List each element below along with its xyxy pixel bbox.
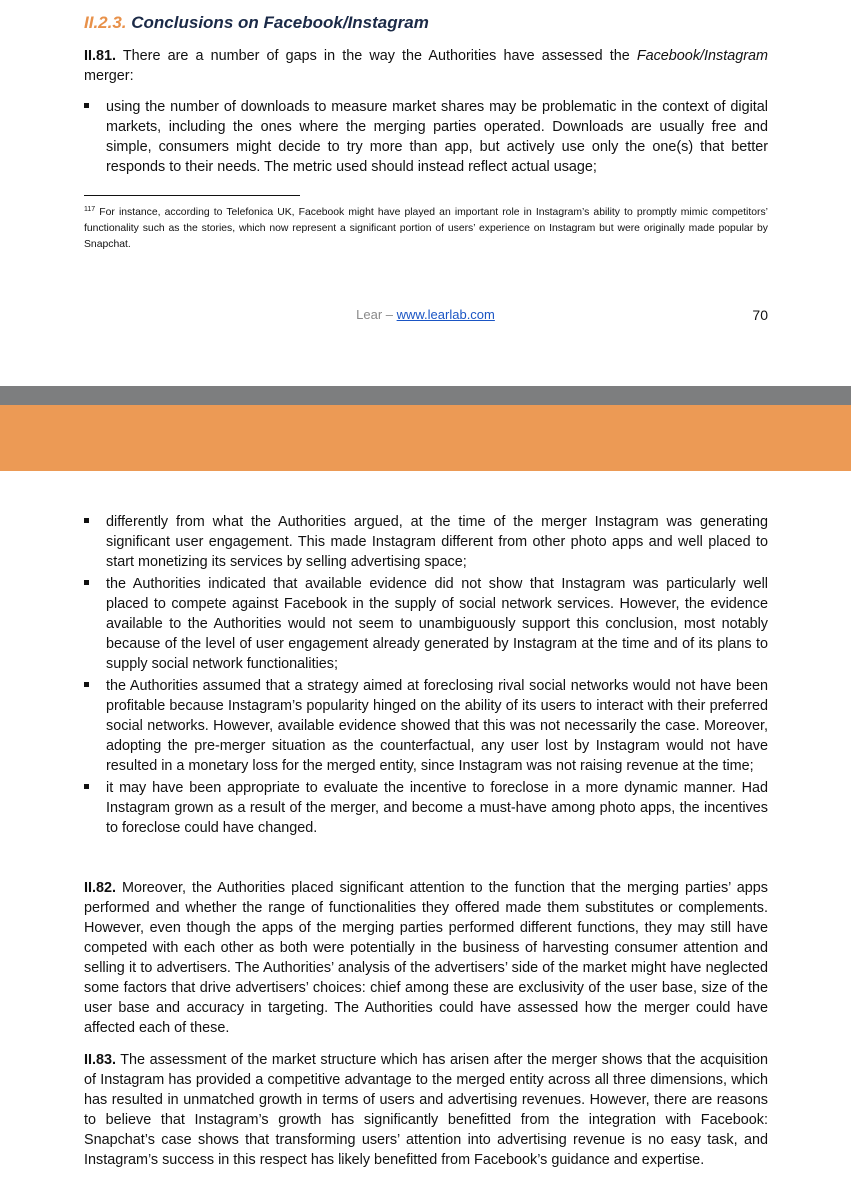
section-heading [84, 13, 429, 33]
page-separator-gray-band [0, 386, 851, 405]
paragraph-block-83 [84, 1050, 768, 1170]
list-item-text: using the number of downloads to measure market shares may be problematic in the context of digital markets, including the ones where the merging parties operated. Downloads are usually free and simple, consumers might decide to try more than app, but actively use only the one(s) that better responds to their needs. The metric used should instead reflect actual usage; [106, 99, 768, 175]
paragraph-II-82 [84, 878, 768, 1038]
paragraph-II-83 [84, 1050, 768, 1170]
paragraph-text: There are a number of gaps in the way the Authorities have assessed the [122, 48, 637, 64]
paragraph-number: II.82. [84, 880, 116, 896]
footer-credit [0, 305, 851, 325]
bullet-square-icon [84, 682, 89, 687]
list-item [84, 778, 768, 838]
list-item-text: differently from what the Authorities argued, at the time of the merger Instagram was generating significant user engagement. This made Instagram different from other photo apps and well placed to start monetizing its services by selling advertising space; [106, 514, 768, 570]
footnote-divider [84, 195, 300, 196]
paragraph-text: The assessment of the market structure which has arisen after the merger shows that the acquisition of Instagram has provided a competitive advantage to the merged entity across all three dimensions, which has resulted in unmatched growth in terms of users and advertising revenues. However, there are reasons to believe that Instagram’s growth has significantly benefitted from the integration with Facebook: Snapchat’s case shows that transforming users’ attention into advertising revenue is no easy task, and Instagram’s success in this respect has likely benefitted from Facebook’s guidance and expertise. [84, 1052, 768, 1168]
footer-website-link[interactable]: www.learlab.com [396, 307, 495, 322]
list-item-text: the Authorities indicated that available evidence did not show that Instagram was particularly well placed to compete against Facebook in the supply of social network services. However, the evidence available to the Authorities would not seem to unambiguously support this conclusion, most notably because of the level of user engagement already generated by Instagram at the time and of its plans to supply social network functionalities; [106, 576, 768, 672]
list-item [84, 574, 768, 674]
paragraph-text-end: merger: [84, 68, 134, 84]
bullet-list-bottom [84, 512, 768, 840]
page-number: 70 [752, 307, 768, 323]
document-page-top [0, 0, 851, 386]
bullet-square-icon [84, 103, 89, 108]
footnote-number: 117 [84, 206, 96, 213]
bullet-list-top [84, 97, 768, 179]
footnote-text: For instance, according to Telefonica UK, Facebook might have played an important role in Instagram’s ability to promptly mimic competitors’ functionality such as the stories, which now represent a significant portion of users’ experience on Instagram but were originally made popular by Snapchat. [84, 207, 768, 250]
bullet-square-icon [84, 518, 89, 523]
paragraph-block-82 [84, 878, 768, 1038]
list-item [84, 97, 768, 177]
list-item [84, 676, 768, 776]
paragraph-number: II.81. [84, 48, 116, 64]
bullet-square-icon [84, 580, 89, 585]
footnote-117 [84, 205, 768, 253]
paragraph-block-81 [84, 46, 768, 86]
paragraph-number: II.83. [84, 1052, 116, 1068]
section-title: Conclusions on Facebook/Instagram [131, 13, 429, 32]
footer-prefix: Lear – [356, 307, 397, 322]
page-header-orange-band [0, 405, 851, 471]
paragraph-italic-text: Facebook/Instagram [636, 48, 768, 64]
page-footer [0, 305, 851, 325]
bullet-square-icon [84, 784, 89, 789]
paragraph-text: Moreover, the Authorities placed significant attention to the function that the merging parties’ apps performed and whether the range of functionalities they offered made them substitutes or complements. However, even though the apps of the merging parties performed different functions, they may still have competed with each other as both were potentially in the business of harvesting consumer attention and selling it to advertisers. The Authorities’ analysis of the advertisers’ side of the market might have neglected some factors that drive advertisers’ choices: chief among these are exclusivity of the user base, size of the user base and accuracy in targeting. The Authorities could have assessed how the merger could have affected each of these. [84, 880, 768, 1036]
list-item-text: it may have been appropriate to evaluate the incentive to foreclose in a more dynamic manner. Had Instagram grown as a result of the merger, and become a must-have among photo apps, the incentives to foreclose could have changed. [106, 780, 768, 836]
document-page-bottom [0, 471, 851, 1200]
list-item [84, 512, 768, 572]
section-number: II.2.3. [84, 13, 127, 32]
list-item-text: the Authorities assumed that a strategy aimed at foreclosing rival social networks would not have been profitable because Instagram’s popularity hinged on the ability of its users to interact with their preferred social networks. However, available evidence showed that this was not necessarily the case. Moreover, adopting the pre-merger situation as the counterfactual, any user lost by Instagram would not have resulted in a monetary loss for the merged entity, since Instagram was not raising revenue at the time; [106, 678, 768, 774]
paragraph-II-81 [84, 46, 768, 86]
